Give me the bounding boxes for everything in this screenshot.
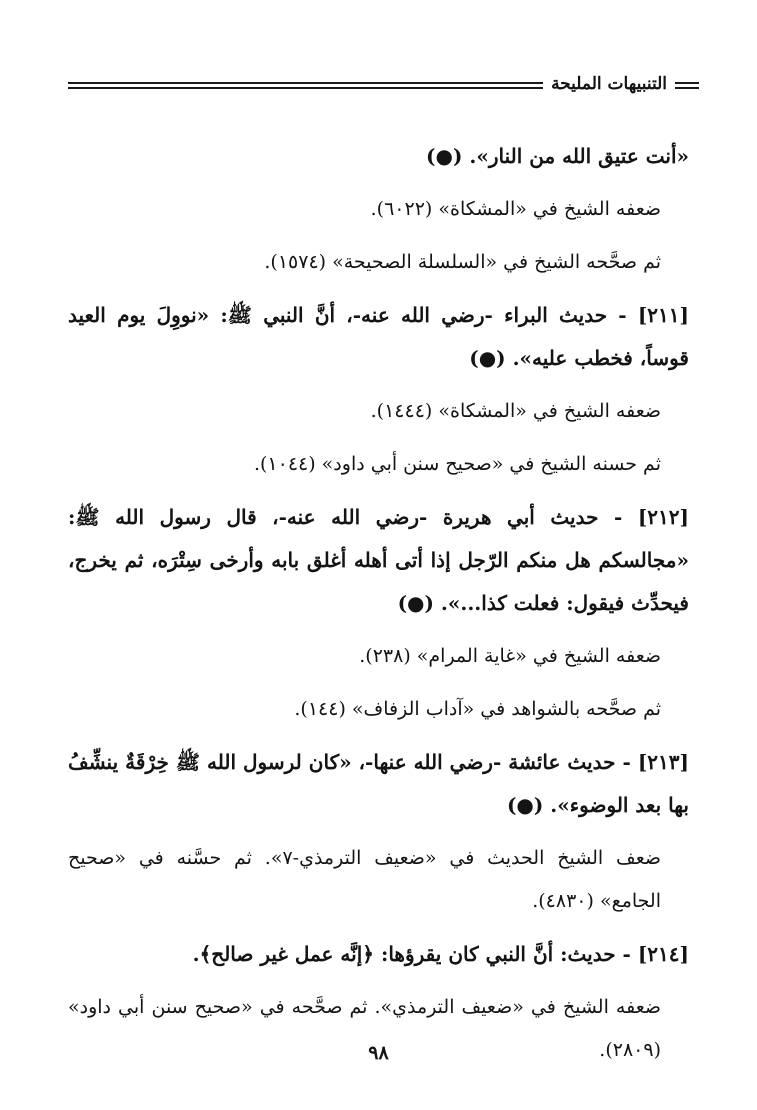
header-dash <box>685 82 699 84</box>
grading-note: ضعفه الشيخ في «المشكاة» (١٤٤٤). <box>370 400 661 422</box>
grading-note: ضعفه الشيخ في «المشكاة» (٦٠٢٢). <box>370 198 661 220</box>
hadith-entry-211: [٢١١] - حديث البراء -رضي الله عنه-، أنَّ النبي ﷺ: «نووِلَ يوم العيد قوساً، فخطب عليه». (●) <box>68 303 689 370</box>
grading-note: ثم صحَّحه الشيخ في «السلسلة الصحيحة» (١٥٧٤). <box>264 251 661 273</box>
page-number: ٩٨ <box>368 1042 389 1064</box>
grading-note: ضعفه الشيخ في «غاية المرام» (٢٣٨). <box>359 645 661 667</box>
grading-note: ضعف الشيخ الحديث في «ضعيف الترمذي-٧». ثم حسَّنه في «صحيح الجامع» (٤٨٣٠). <box>68 847 661 912</box>
book-title: التنبيهات المليحة <box>543 70 675 98</box>
hadith-text: «أنت عتيق الله من النار». (●) <box>426 144 689 168</box>
grading-note: ثم حسنه الشيخ في «صحيح سنن أبي داود» (١٠٤٤). <box>253 453 661 475</box>
running-header <box>68 70 699 100</box>
grading-note: ضعفه الشيخ في «ضعيف الترمذي». ثم صحَّحه في «صحيح سنن أبي داود» (٢٨٠٩). <box>68 996 661 1061</box>
page-body <box>68 135 689 1082</box>
hadith-entry-212: [٢١٢] - حديث أبي هريرة -رضي الله عنه-، قال رسول الله ﷺ: «مجالسكم هل منكم الرّجل إذا أتى أهله أغلق بابه وأرخى سِتْرَه، ثم يخرج، فيحدِّث فيقول: فعلت كذا...». (●) <box>68 505 689 615</box>
grading-note: ثم صحَّحه بالشواهد في «آداب الزفاف» (١٤٤). <box>294 698 661 720</box>
hadith-entry-213: [٢١٣] - حديث عائشة -رضي الله عنها-، «كان لرسول الله ﷺ خِرْقَةٌ ينشِّفُ بها بعد الوضوء». (●) <box>68 750 689 817</box>
hadith-entry-214: [٢١٤] - حديث: أنَّ النبي كان يقرؤها: ﴿إنَّه عمل غير صالح﴾. <box>192 942 689 966</box>
